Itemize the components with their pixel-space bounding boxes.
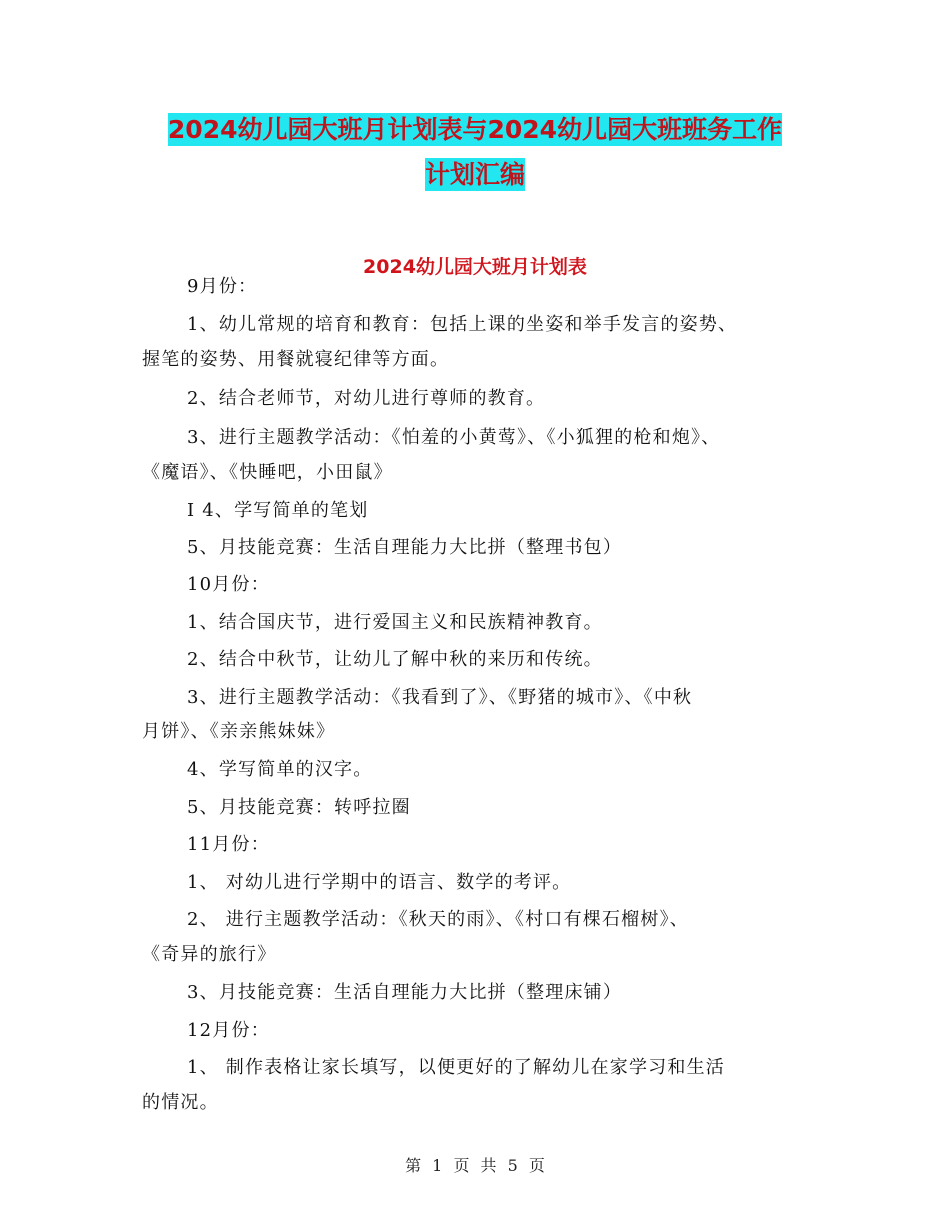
paragraph-line: 3、月技能竞赛：生活自理能力大比拼（整理床铺） [187,982,623,1003]
paragraph-line: 4、学写简单的汉字。 [187,759,373,780]
paragraph-line: 月饼》、《亲亲熊妹妹》 [142,721,336,742]
paragraph-line: 2、结合中秋节，让幼儿了解中秋的来历和传统。 [187,649,603,670]
month-heading-september: 9月份： [187,276,258,297]
paragraph-line: 1、 对幼儿进行学期中的语言、数学的考评。 [187,872,572,893]
paragraph-line: 的情况。 [142,1092,219,1113]
paragraph-line: 握笔的姿势、用餐就寝纪律等方面。 [142,349,450,370]
page-footer: 第 1 页 共 5 页 [405,1156,545,1175]
month-heading-november: 11月份： [187,834,270,855]
paragraph-line: 5、月技能竞赛：生活自理能力大比拼（整理书包） [187,537,623,558]
section-heading: 2024幼儿园大班月计划表 [363,256,587,278]
paragraph-line: 3、进行主题教学活动：《怕羞的小黄莺》、《小狐狸的枪和炮》、 [187,427,721,448]
paragraph-line: 2、结合老师节，对幼儿进行尊师的教育。 [187,388,546,409]
month-heading-december: 12月份： [187,1020,270,1041]
document-title-line1: 2024幼儿园大班月计划表与2024幼儿园大班班务工作 [167,115,783,144]
paragraph-line: 3、进行主题教学活动：《我看到了》、《野猪的城市》、《中秋 [187,687,693,708]
paragraph-line: 《奇异的旅行》 [142,944,277,965]
paragraph-line: 1、 制作表格让家长填写，以便更好的了解幼儿在家学习和生活 [187,1057,725,1078]
paragraph-line: 《魔语》、《快睡吧，小田鼠》 [142,462,393,483]
document-title-line2: 计划汇编 [424,160,525,189]
paragraph-line: I 4、学写简单的笔划 [187,500,369,521]
month-heading-october: 10月份： [187,574,270,595]
paragraph-line: 1、幼儿常规的培育和教育：包括上课的坐姿和举手发言的姿势、 [187,314,738,335]
paragraph-line: 5、月技能竞赛：转呼拉圈 [187,797,411,818]
paragraph-line: 1、结合国庆节，进行爱国主义和民族精神教育。 [187,612,603,633]
paragraph-line: 2、 进行主题教学活动：《秋天的雨》、《村口有棵石榴树》、 [187,909,689,930]
